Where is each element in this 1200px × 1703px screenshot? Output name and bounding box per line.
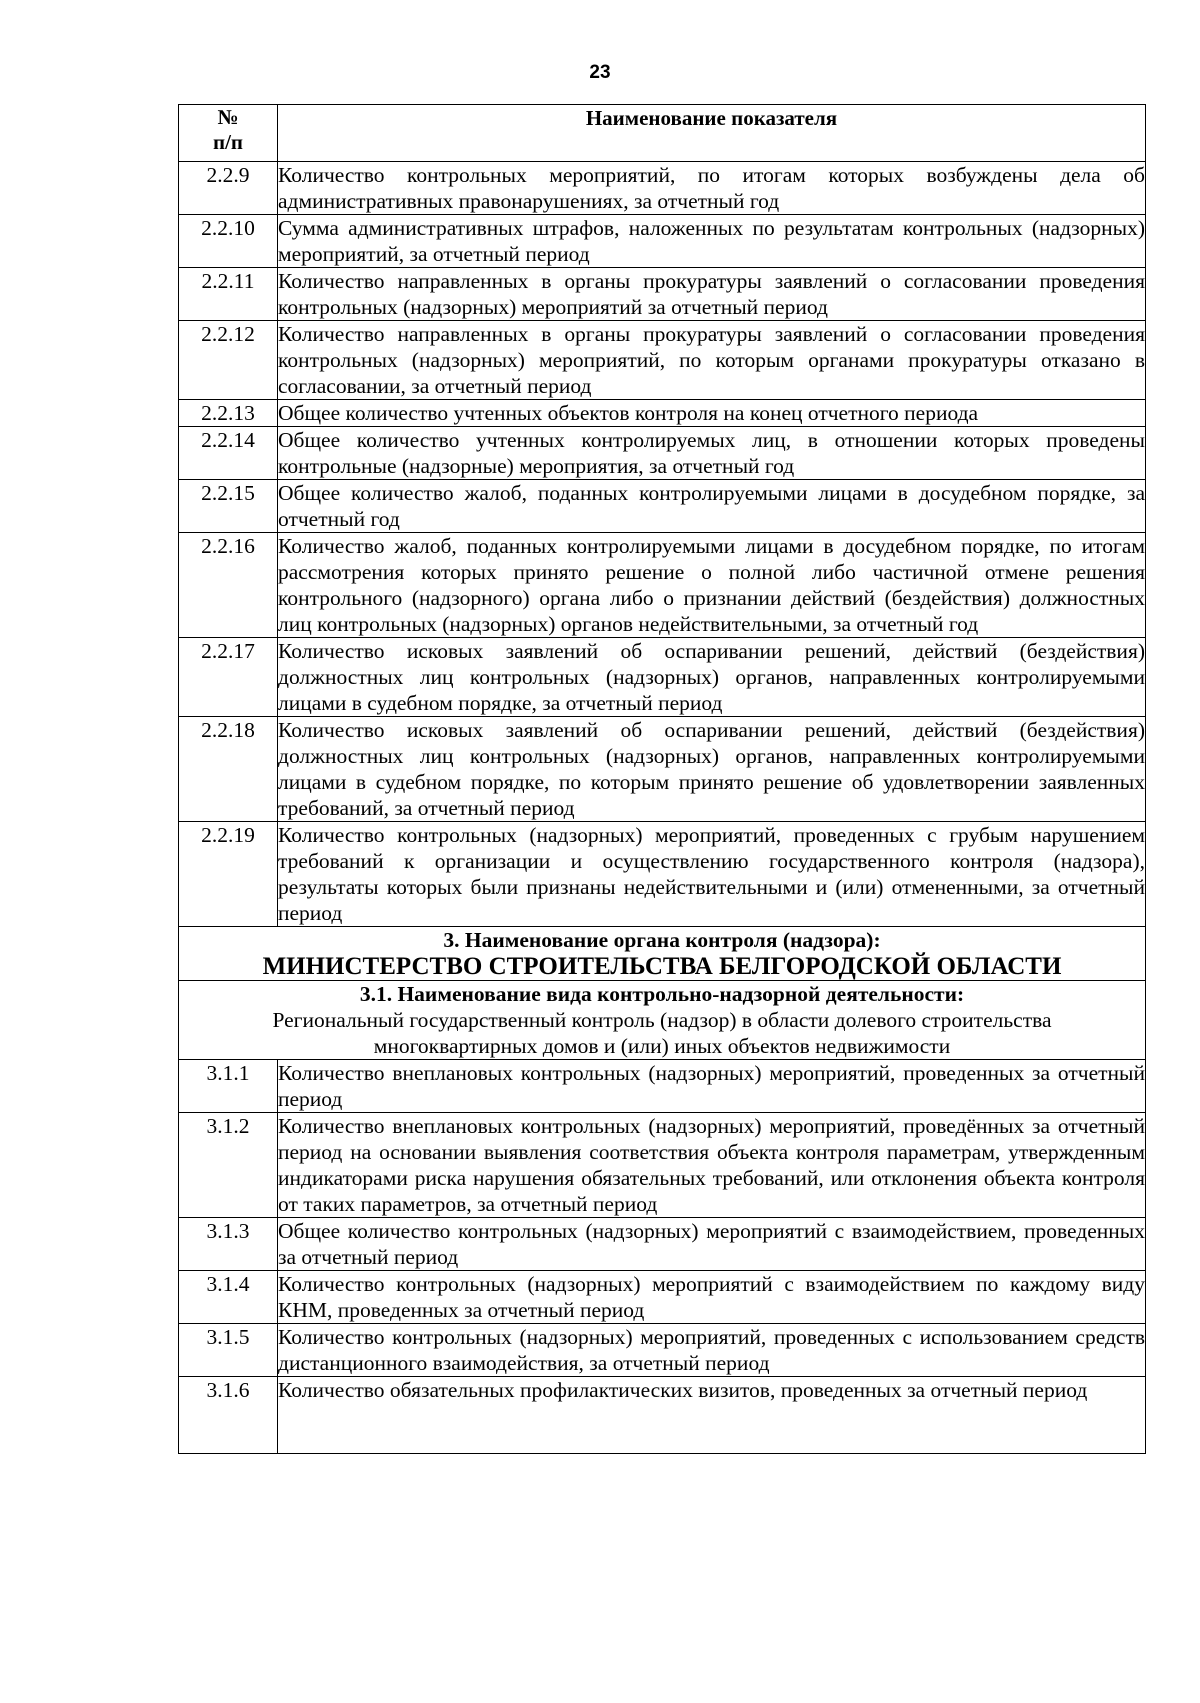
row-number: 3.1.6 — [179, 1377, 278, 1454]
row-description: Количество контрольных мероприятий, по итогам которых возбуждены дела об административных правонарушениях, за отчетный год — [278, 163, 1145, 213]
row-description: Количество внеплановых контрольных (надзорных) мероприятий, проведенных за отчетный период — [278, 1061, 1145, 1111]
row-description: Количество контрольных (надзорных) мероприятий с взаимодействием по каждому виду КНМ, проведенных за отчетный период — [278, 1272, 1145, 1322]
header-number-symbol: № — [217, 105, 239, 129]
subsection-3-1-title: 3.1. Наименование вида контрольно-надзорной деятельности: — [359, 982, 965, 1006]
header-number-abbrev: п/п — [212, 130, 244, 154]
header-name-column: Наименование показателя — [278, 105, 1146, 162]
table-row — [179, 1113, 1146, 1218]
row-number: 2.2.14 — [179, 427, 278, 480]
row-number: 2.2.11 — [179, 268, 278, 321]
row-number: 2.2.15 — [179, 480, 278, 533]
row-number: 2.2.16 — [179, 533, 278, 638]
section-3-organization: МИНИСТЕРСТВО СТРОИТЕЛЬСТВА БЕЛГОРОДСКОЙ ОБЛАСТИ — [262, 953, 1062, 980]
row-description: Общее количество учтенных объектов контроля на конец отчетного периода — [278, 400, 1146, 427]
page-number: 23 — [589, 62, 611, 83]
row-number: 2.2.10 — [179, 215, 278, 268]
row-description: Количество жалоб, поданных контролируемыми лицами в досудебном порядке, по итогам рассмотрения которых принято решение о полной либо частичной отмене решения контрольного (надзорного) органа либо о признании действий (бездействия) должностных лиц контрольных (надзорных) органов недействительными, за отчетный год — [278, 534, 1145, 636]
row-number: 2.2.18 — [179, 717, 278, 822]
subsection-3-1-row — [179, 981, 1146, 1060]
header-number-column — [179, 105, 278, 162]
table-row — [179, 268, 1146, 321]
row-number: 3.1.5 — [179, 1324, 278, 1377]
table-row — [179, 215, 1146, 268]
row-description: Общее количество жалоб, поданных контролируемыми лицами в досудебном порядке, за отчетный год — [278, 481, 1145, 531]
row-number: 2.2.17 — [179, 638, 278, 717]
row-description: Количество внеплановых контрольных (надзорных) мероприятий, проведённых за отчетный период на основании выявления соответствия объекта контроля параметрам, утвержденным индикаторами риска нарушения обязательных требований, или отклонения объекта контроля от таких параметров, за отчетный период — [278, 1114, 1145, 1216]
section-3-row — [179, 927, 1146, 981]
table-row — [179, 427, 1146, 480]
row-number: 3.1.3 — [179, 1218, 278, 1271]
table-row — [179, 480, 1146, 533]
subsection-3-1-desc-line2: многоквартирных домов и (или) иных объектов недвижимости — [373, 1034, 951, 1058]
row-description: Общее количество контрольных (надзорных) мероприятий с взаимодействием, проведенных за отчетный период — [278, 1219, 1145, 1269]
row-description: Количество направленных в органы прокуратуры заявлений о согласовании проведения контрольных (надзорных) мероприятий за отчетный период — [278, 269, 1145, 319]
row-description: Количество контрольных (надзорных) мероприятий, проведенных с использованием средств дистанционного взаимодействия, за отчетный период — [278, 1325, 1145, 1375]
row-description: Количество направленных в органы прокуратуры заявлений о согласовании проведения контрольных (надзорных) мероприятий, по которым органами прокуратуры отказано в согласовании, за отчетный период — [278, 322, 1145, 398]
table-row — [179, 400, 1146, 427]
table-row — [179, 533, 1146, 638]
row-number: 2.2.19 — [179, 822, 278, 927]
row-description: Сумма административных штрафов, наложенных по результатам контрольных (надзорных) мероприятий, за отчетный период — [278, 216, 1145, 266]
table-row — [179, 822, 1146, 927]
row-number: 2.2.13 — [179, 400, 278, 427]
table-row — [179, 717, 1146, 822]
row-number: 3.1.1 — [179, 1060, 278, 1113]
table-row — [179, 1377, 1146, 1454]
table-row — [179, 162, 1146, 215]
indicators-table — [178, 104, 1146, 1454]
section-3-title: 3. Наименование органа контроля (надзора): — [443, 928, 881, 952]
table-row — [179, 1271, 1146, 1324]
row-description: Количество обязательных профилактических визитов, проведенных за отчетный период — [278, 1377, 1146, 1454]
row-description: Количество контрольных (надзорных) мероприятий, проведенных с грубым нарушением требований к организации и осуществлению государственного контроля (надзора), результаты которых были признаны недействительными и (или) отмененными, за отчетный период — [278, 823, 1145, 925]
subsection-3-1-desc-line1: Региональный государственный контроль (надзор) в области долевого строительства — [272, 1008, 1052, 1032]
table-row — [179, 1218, 1146, 1271]
table-row — [179, 1060, 1146, 1113]
row-description: Количество исковых заявлений об оспаривании решений, действий (бездействия) должностных лиц контрольных (надзорных) органов, направленных контролируемыми лицами в судебном порядке, за отчетный период — [278, 639, 1145, 715]
row-description: Количество исковых заявлений об оспаривании решений, действий (бездействия) должностных лиц контрольных (надзорных) органов, направленных контролируемыми лицами в судебном порядке, по которым принято решение об удовлетворении заявленных требований, за отчетный период — [278, 718, 1145, 820]
section-3-cell — [179, 927, 1146, 981]
table-header-row — [179, 105, 1146, 162]
row-number: 2.2.9 — [179, 162, 278, 215]
row-number: 3.1.2 — [179, 1113, 278, 1218]
subsection-3-1-cell — [179, 981, 1146, 1060]
row-number: 3.1.4 — [179, 1271, 278, 1324]
table-row — [179, 321, 1146, 400]
row-number: 2.2.12 — [179, 321, 278, 400]
table-row — [179, 1324, 1146, 1377]
table-row — [179, 638, 1146, 717]
row-description: Общее количество учтенных контролируемых лиц, в отношении которых проведены контрольные (надзорные) мероприятия, за отчетный год — [278, 428, 1145, 478]
